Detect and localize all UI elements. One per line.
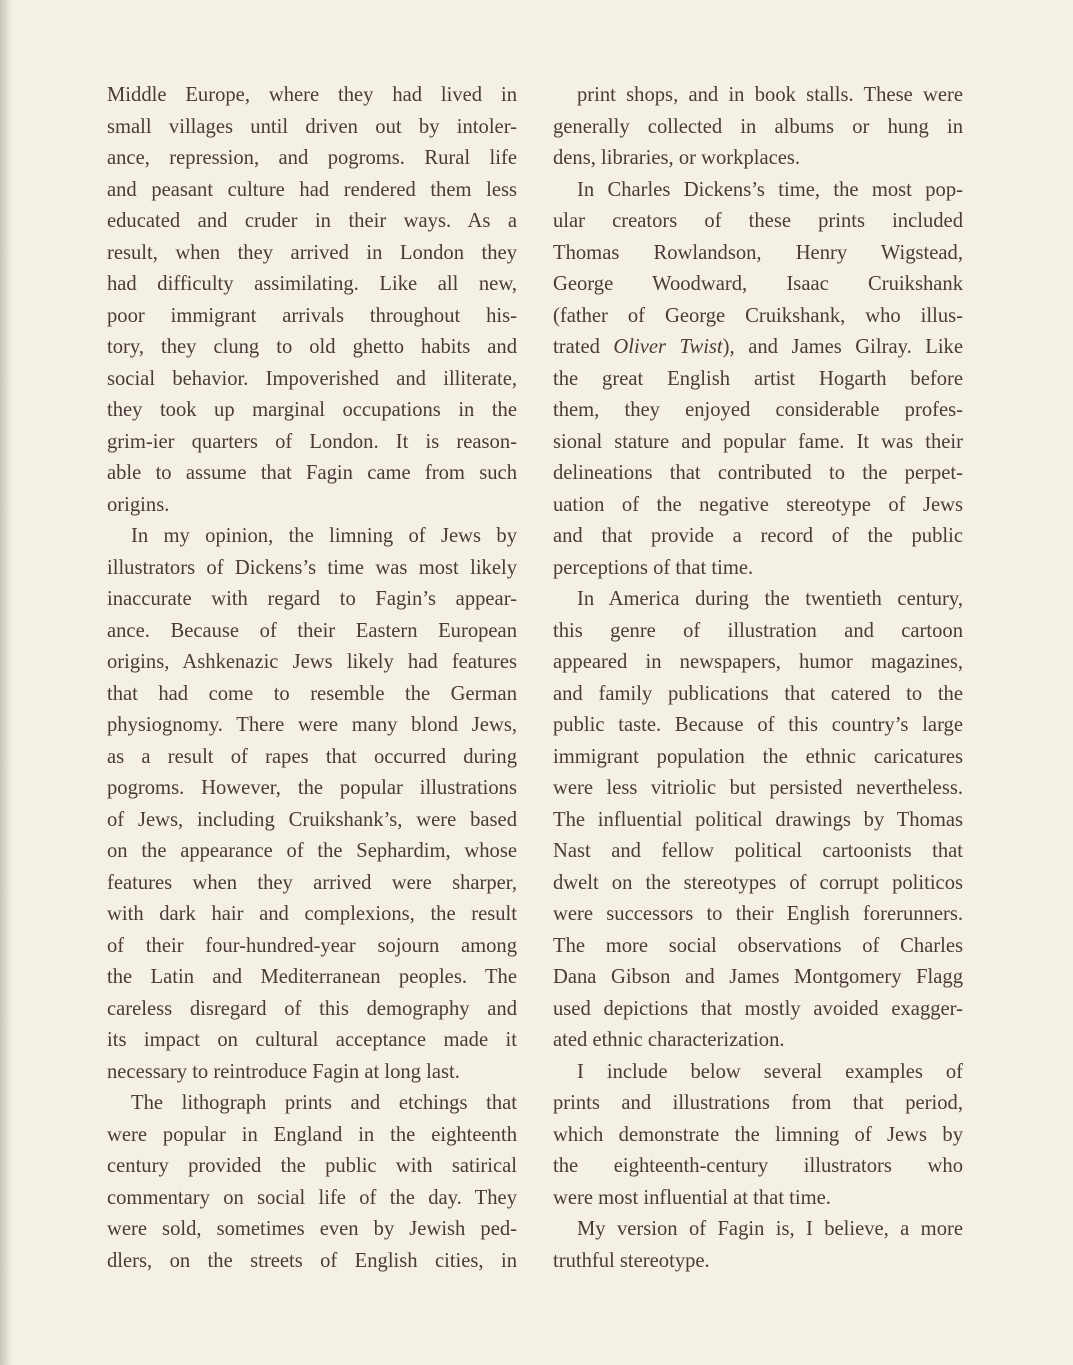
paragraph: [553, 584, 963, 1057]
text-line: social behavior. Impoverished and illiterate,: [107, 367, 517, 390]
text-line: were sold, sometimes even by Jewish ped-: [107, 1218, 517, 1240]
text-line: origins.: [107, 493, 170, 516]
text-line: of their four-hundred-year sojourn among: [107, 934, 517, 957]
text-line: ated ethnic characterization.: [553, 1029, 785, 1051]
text-line: used depictions that mostly avoided exagger-: [553, 997, 963, 1020]
paragraph: [553, 1214, 963, 1277]
text-line: The more social observations of Charles: [553, 934, 963, 957]
text-line: (father of George Cruikshank, who illus-: [553, 304, 963, 327]
text-line: Middle Europe, where they had lived in: [107, 84, 517, 106]
text-line: century provided the public with satirical: [107, 1155, 517, 1177]
text-line: were most influential at that time.: [553, 1186, 831, 1209]
text-line: result, when they arrived in London they: [107, 241, 517, 264]
text-line: physiognomy. There were many blond Jews,: [107, 714, 517, 736]
text-line: with dark hair and complexions, the result: [107, 903, 517, 925]
text-line: I include below several examples of: [577, 1060, 963, 1083]
left-column: [107, 80, 517, 1277]
text-line: the Latin and Mediterranean peoples. The: [107, 966, 517, 988]
text-line: In America during the twentieth century,: [577, 588, 963, 610]
book-title-italic: Oliver Twist: [613, 336, 723, 358]
text-line: grim-ier quarters of London. It is reason-: [107, 430, 517, 453]
text-line: necessary to reintroduce Fagin at long last.: [107, 1060, 460, 1083]
text-line: illustrators of Dickens’s time was most likely: [107, 556, 517, 579]
text-line: ular creators of these prints included: [553, 210, 963, 232]
text-line: small villages until driven out by intoler-: [107, 115, 517, 138]
text-line: origins, Ashkenazic Jews likely had features: [107, 651, 517, 673]
text-line: appeared in newspapers, humor magazines,: [553, 651, 963, 673]
text-line: educated and cruder in their ways. As a: [107, 210, 517, 232]
text-line: they took up marginal occupations in the: [107, 399, 517, 421]
text-line: the great English artist Hogarth before: [553, 367, 963, 390]
text-line: prints and illustrations from that period,: [553, 1092, 963, 1114]
text-line: [553, 332, 963, 364]
paragraph: [107, 1088, 517, 1277]
paragraph: [553, 80, 963, 175]
text-line: and that provide a record of the public: [553, 525, 963, 547]
text-line: on the appearance of the Sephardim, whose: [107, 840, 517, 862]
text-line: were popular in England in the eighteenth: [107, 1123, 517, 1146]
text-line: dwelt on the stereotypes of corrupt politicos: [553, 871, 963, 894]
text-line: which demonstrate the limning of Jews by: [553, 1123, 963, 1146]
text-line: its impact on cultural acceptance made it: [107, 1029, 517, 1051]
text-line: dlers, on the streets of English cities, in: [107, 1249, 517, 1272]
text-line: able to assume that Fagin came from such: [107, 462, 517, 484]
text-line: George Woodward, Isaac Cruikshank: [553, 273, 963, 295]
text-line: uation of the negative stereotype of Jews: [553, 493, 963, 516]
text-line: My version of Fagin is, I believe, a more: [577, 1218, 963, 1240]
page-binding-shadow: [0, 0, 14, 1365]
paragraph: [107, 521, 517, 1088]
text-line: this genre of illustration and cartoon: [553, 619, 963, 642]
paragraph: [553, 175, 963, 585]
text-line: public taste. Because of this country’s large: [553, 714, 963, 736]
text-line: In Charles Dickens’s time, the most pop-: [577, 178, 963, 201]
text-line: commentary on social life of the day. They: [107, 1186, 517, 1209]
text-line: delineations that contributed to the perpet-: [553, 462, 963, 484]
text-line: truthful stereotype.: [553, 1249, 710, 1272]
text-line: were successors to their English forerunners.: [553, 903, 963, 925]
text-line: had difficulty assimilating. Like all new,: [107, 273, 517, 295]
text-line: as a result of rapes that occurred during: [107, 745, 517, 768]
text-line: the eighteenth-century illustrators who: [553, 1155, 963, 1177]
text-line: ance, repression, and pogroms. Rural life: [107, 147, 517, 169]
text-line: Nast and fellow political cartoonists that: [553, 840, 963, 862]
paragraph: [553, 1057, 963, 1215]
text-line: The influential political drawings by Thomas: [553, 808, 963, 831]
text-line: perceptions of that time.: [553, 556, 754, 579]
text-line: pogroms. However, the popular illustrations: [107, 777, 517, 799]
text-line: them, they enjoyed considerable profes-: [553, 399, 963, 421]
text-line: immigrant population the ethnic caricatures: [553, 745, 963, 768]
text-span: ), and James Gilray. Like: [722, 336, 963, 358]
paragraph: [107, 80, 517, 521]
text-line: sional stature and popular fame. It was their: [553, 430, 963, 453]
text-line: and peasant culture had rendered them less: [107, 178, 517, 201]
text-line: features when they arrived were sharper,: [107, 871, 517, 894]
text-line: tory, they clung to old ghetto habits and: [107, 336, 517, 358]
text-line: were less vitriolic but persisted nevertheless.: [553, 777, 963, 799]
text-line: Dana Gibson and James Montgomery Flagg: [553, 966, 963, 988]
text-line: inaccurate with regard to Fagin’s appear-: [107, 588, 517, 610]
text-line: In my opinion, the limning of Jews by: [131, 525, 517, 547]
text-line: that had come to resemble the German: [107, 682, 517, 705]
text-line: careless disregard of this demography and: [107, 997, 517, 1020]
text-line: of Jews, including Cruikshank’s, were based: [107, 808, 517, 831]
text-line: Thomas Rowlandson, Henry Wigstead,: [553, 241, 963, 264]
text-line: print shops, and in book stalls. These were: [577, 84, 963, 106]
right-column: [553, 80, 963, 1277]
text-line: and family publications that catered to the: [553, 682, 963, 705]
text-line: dens, libraries, or workplaces.: [553, 147, 801, 169]
text-span: trated: [553, 336, 614, 358]
text-line: poor immigrant arrivals throughout his-: [107, 304, 517, 327]
text-line: ance. Because of their Eastern European: [107, 619, 517, 642]
text-line: The lithograph prints and etchings that: [131, 1092, 517, 1114]
text-line: generally collected in albums or hung in: [553, 115, 963, 138]
